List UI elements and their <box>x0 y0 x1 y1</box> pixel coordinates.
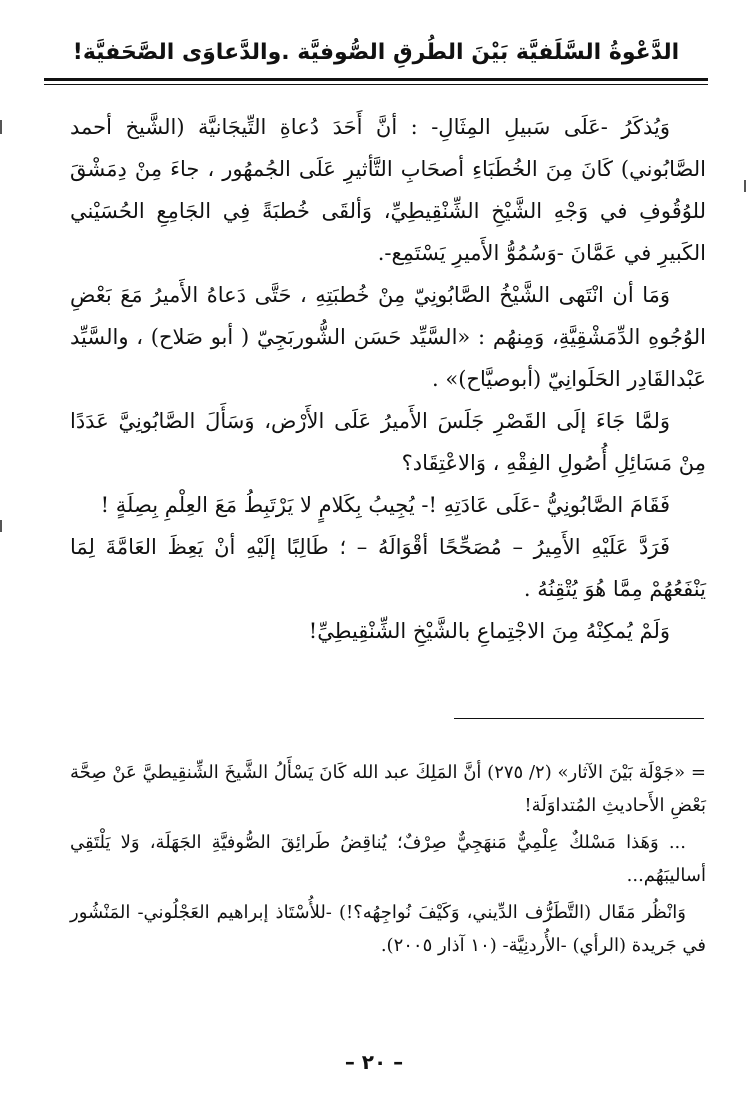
footnotes <box>70 756 706 966</box>
footnote-3: وَانْظُر مَقَال (التَّطَرُّف الدِّيني، وَكَيْفَ نُواجِهُه؟!) -للأُسْتَاذ إبراهيم العَجْلُوني- المَنْشُور في جَريدة (الرأي) -الأُردنِيَّة- (١٠ آذار ٢٠٠٥). <box>70 902 706 956</box>
main-text <box>70 106 706 652</box>
running-header: الدَّعْوةُ السَّلَفيَّة بَيْنَ الطُرقِ الصُّوفيَّة .والدَّعاوَى الصَّحَفيَّة! <box>72 40 680 65</box>
paragraph-6: وَلَمْ يُمكِنْهُ مِنَ الاجْتِماعِ بالشَّيْخِ الشِّنْقِيطِيِّ! <box>308 619 670 643</box>
left-edge-mark-mid <box>0 520 2 532</box>
right-edge-mark <box>744 180 746 192</box>
footnote-separator <box>454 718 704 719</box>
paragraph-3: وَلمَّا جَاءَ إلَى القَصْرِ جَلَسَ الأَميرُ عَلَى الأَرْض، وَسَأَلَ الصَّابُونِيَّ عَدَدًا مِنْ مَسَائِلِ أُصُولِ الفِقْهِ ، وَالاعْتِقَاد؟ <box>70 409 706 475</box>
footnote-2: ... وَهَذا مَسْلكٌ عِلْمِيٌّ مَنهَجِيٌّ صِرْفٌ؛ يُناقِضُ طَرائِقَ الصُّوفيَّةِ الجَهَلَة، وَلا يَلْتَقِي أساليبَهُم... <box>70 832 706 886</box>
header-rule-thick <box>44 78 708 81</box>
paragraph-4: فَقَامَ الصَّابُونِيُّ -عَلَى عَادَتِهِ !- يُجِيبُ بِكَلامٍ لا يَرْتَبِطُ مَعَ العِلْمِ بِصِلَةٍ ! <box>100 493 670 517</box>
paragraph-2: وَمَا أن انْتَهى الشَّيْخُ الصَّابُونِيّ مِنْ خُطبَتِهِ ، حَتَّى دَعاهُ الأَميرُ مَعَ بَعْضِ الوُجُوهِ الدِّمَشْقِيَّةِ، وَمِنهُم : «السَّيِّد حَسَن الشُّوربَجِيّ ( أبو صَلاح) ، والسَّيِّد عَبْدالقَادِر الحَلَوانِيّ (أبوصيَّاح)» . <box>70 283 706 391</box>
header-rule-thin <box>44 84 708 85</box>
paragraph-5: فَرَدَّ عَلَيْهِ الأَمِيرُ – مُصَحِّحًا أقْوَالَهُ – ؛ طَالِبًا إلَيْهِ أنْ يَعِظَ العَامَّةَ لِمَا يَنْفَعُهُمْ مِمَّا هُوَ يُتْقِنُهُ . <box>70 535 706 601</box>
footnote-1: = «جَوْلَة بَيْنَ الآثار» (٢/ ٢٧٥) أنَّ المَلِكَ عبد الله كَانَ يَسْأَلُ الشَّيخَ الشِّنقِيطيَّ عَنْ صِحَّة بَعْضِ الأَحاديثِ المُتداوَلَة! <box>70 762 706 816</box>
left-edge-mark-top <box>0 120 2 134</box>
paragraph-1: وَيُذكَرُ -عَلَى سَبيلِ المِثَالِ- : أنَّ أَحَدَ دُعاةِ التِّيجَانيَّة (الشَّيخ أحمد الصَّابُوني) كَانَ مِنَ الخُطَبَاءِ أصحَابِ التَّأثيرِ عَلَى الجُمهُور ، جاءَ مِنْ دِمَشْقَ للوُقُوفِ في وَجْهِ الشَّيْخِ الشِّنْقِيطِيِّ، وَألقَى خُطبَةً فِي الجَامِعِ الحُسَيْني الكَبيرِ في عَمَّانَ -وَسُمُوُّ الأَميرِ يَسْتَمِع-. <box>70 115 706 265</box>
page-number: – ٢٠ – <box>344 1050 404 1074</box>
